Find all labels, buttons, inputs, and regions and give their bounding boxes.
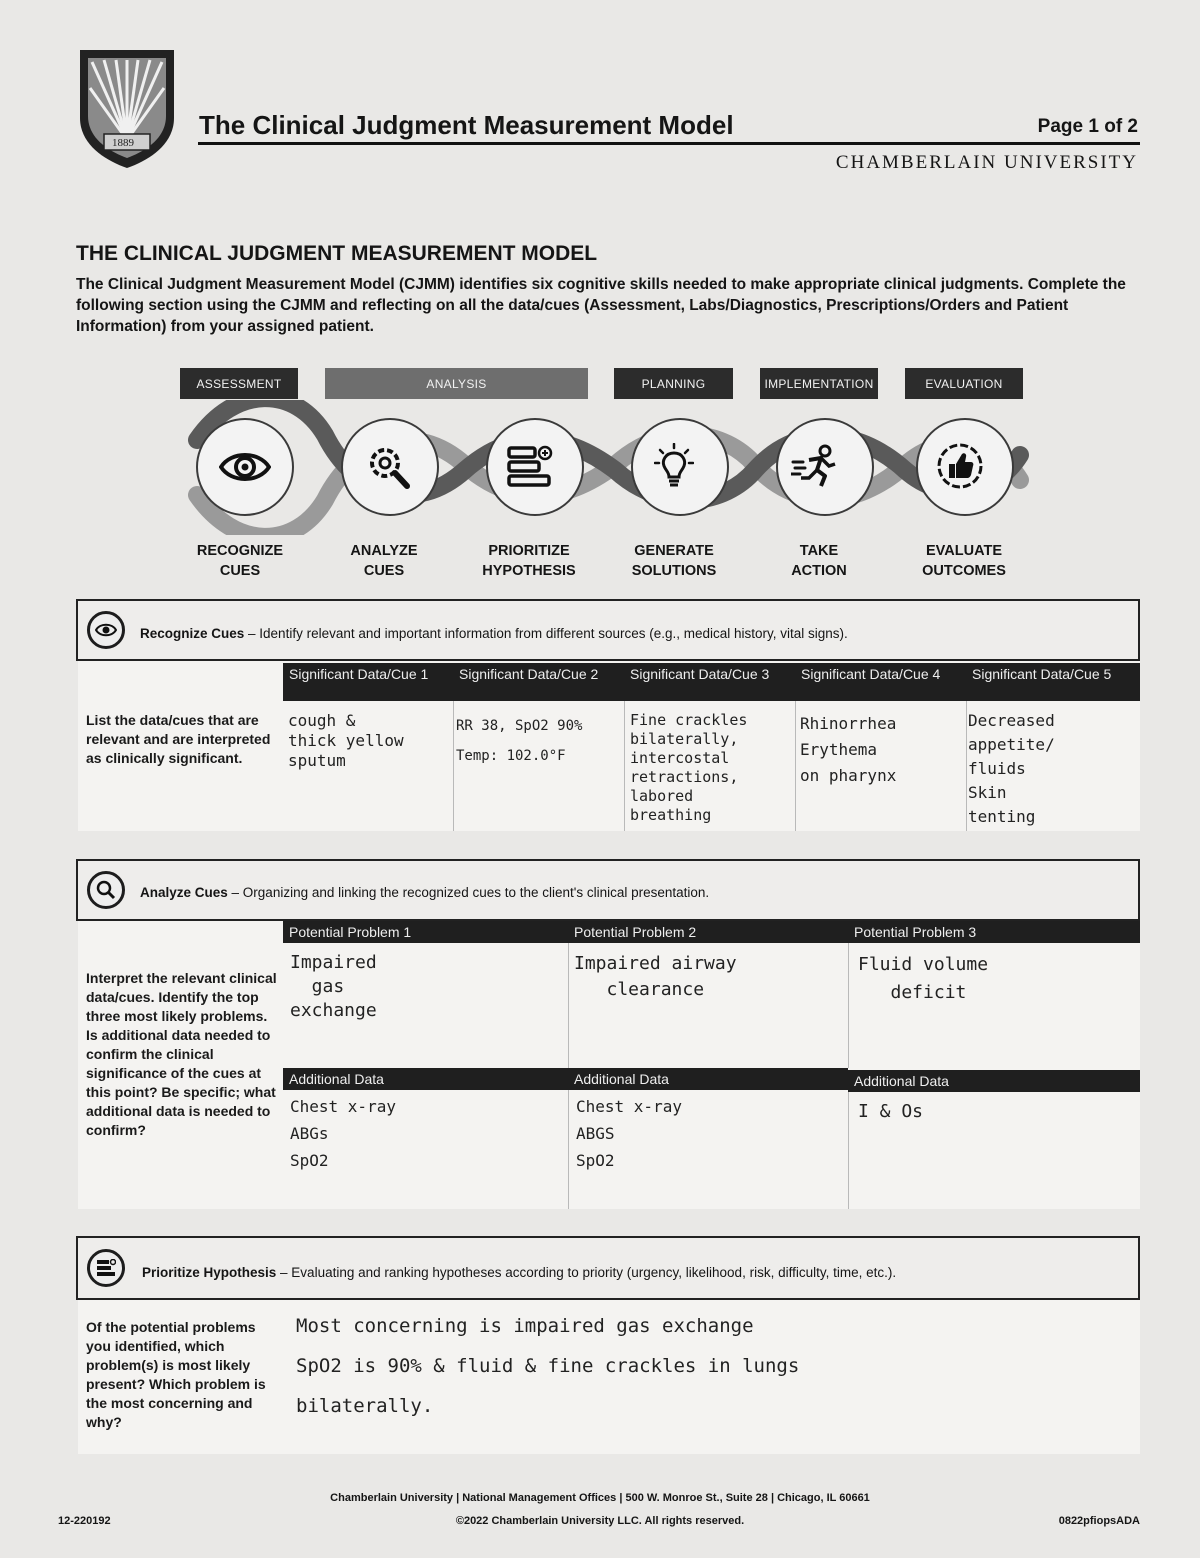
eye-icon xyxy=(87,611,125,649)
cue-answer-3[interactable]: Fine crackles bilaterally, intercostal retractions, labored breathing xyxy=(630,711,748,824)
step-prioritize-hypothesis: PRIORITIZE HYPOTHESIS xyxy=(482,543,576,579)
recognize-cues-table xyxy=(78,661,1140,831)
cue-answer-4[interactable]: Rhinorrhea Erythema on pharynx xyxy=(800,714,897,785)
cue-header-1: Significant Data/Cue 1 xyxy=(283,663,453,701)
lightbulb-icon xyxy=(654,443,694,494)
column-divider xyxy=(848,1092,849,1209)
phase-analysis: ANALYSIS xyxy=(325,368,588,399)
section-heading: THE CLINICAL JUDGMENT MEASUREMENT MODEL xyxy=(76,242,598,265)
intro-text: The Clinical Judgment Measurement Model (CJMM) identifies six cognitive skills needed to make appropriate clinical judgments. Complete the following section using the CJMM and reflecting on all the data/cues (Assessment, Labs/Diagnostics, Prescriptions/Orders and Patient Information) from your assigned patient. xyxy=(76,276,1126,335)
additional-data-answer-3[interactable]: I & Os xyxy=(858,1101,924,1122)
cue-answer-5[interactable]: Decreased appetite/ fluids Skin tenting xyxy=(968,711,1055,826)
page-number: Page 1 of 2 xyxy=(1037,116,1138,137)
prioritize-hypothesis-title: Prioritize Hypothesis – Evaluating and ranking hypotheses according to priority (urgency, likelihood, risk, difficulty, time, etc.). xyxy=(142,1265,897,1280)
running-person-icon xyxy=(791,444,841,493)
additional-data-header-1: Additional Data xyxy=(283,1068,568,1090)
logo-year: 1889 xyxy=(112,137,134,149)
footer-address: Chamberlain University | National Management Offices | 500 W. Monroe St., Suite 28 | Chicago, IL 60661 xyxy=(330,1492,870,1504)
analyze-cues-prompt: Interpret the relevant clinical data/cues. Identify the top three most likely problems. Is additional data needed to confirm the clinical significance of the cues at this point? Be specific; what additional data is needed to confirm? xyxy=(86,970,277,1138)
prioritize-hypothesis-table xyxy=(78,1300,1140,1454)
additional-data-answer-2[interactable]: Chest x-ray ABGS SpO2 xyxy=(576,1097,682,1170)
additional-data-header-3: Additional Data xyxy=(848,1070,1140,1092)
step-recognize-cues: RECOGNIZE CUES xyxy=(196,543,284,579)
problem-answer-2[interactable]: Impaired airway clearance xyxy=(574,953,737,1000)
cue-header-5: Significant Data/Cue 5 xyxy=(966,663,1140,701)
phase-evaluation: EVALUATION xyxy=(905,368,1023,399)
problem-answer-1[interactable]: Impaired gas exchange xyxy=(290,952,377,1021)
problem-header-3: Potential Problem 3 xyxy=(848,921,1140,943)
step-generate-solutions: GENERATE SOLUTIONS xyxy=(631,543,717,579)
analyze-cues-title: Analyze Cues – Organizing and linking the recognized cues to the client's clinical presentation. xyxy=(140,885,710,900)
cue-header-2: Significant Data/Cue 2 xyxy=(453,663,624,701)
column-divider xyxy=(453,701,454,831)
problem-answer-3[interactable]: Fluid volume deficit xyxy=(858,954,989,1003)
document-title: The Clinical Judgment Measurement Model xyxy=(199,110,734,140)
list-priority-icon xyxy=(87,1249,125,1287)
analyze-cues-table xyxy=(78,921,1140,1209)
step-analyze-cues: ANALYZE CUES xyxy=(350,543,418,579)
cue-answer-1[interactable]: cough & thick yellow sputum xyxy=(288,711,404,770)
problem-header-2: Potential Problem 2 xyxy=(568,921,848,943)
university-name: CHAMBERLAIN UNIVERSITY xyxy=(835,152,1138,173)
cue-header-4: Significant Data/Cue 4 xyxy=(795,663,966,701)
column-divider xyxy=(795,701,796,831)
column-divider xyxy=(966,701,967,831)
additional-data-header-2: Additional Data xyxy=(568,1068,848,1090)
footer-revision-code: 0822pfiopsADA xyxy=(1058,1515,1140,1527)
prioritize-hypothesis-answer[interactable]: Most concerning is impaired gas exchange SpO2 is 90% & fluid & fine crackles in lungs bilaterally. xyxy=(296,1315,800,1417)
prioritize-hypothesis-title-box xyxy=(76,1236,1140,1300)
column-divider xyxy=(568,943,569,1068)
university-shield-logo xyxy=(76,48,178,170)
footer-copyright: ©2022 Chamberlain University LLC. All rights reserved. xyxy=(455,1515,745,1527)
step-evaluate-outcomes: EVALUATE OUTCOMES xyxy=(922,543,1006,579)
phase-assessment: ASSESSMENT xyxy=(180,368,298,399)
phase-planning: PLANNING xyxy=(614,368,733,399)
recognize-cues-title: Recognize Cues – Identify relevant and important information from different sources (e.g., medical history, vital signs). xyxy=(140,626,848,641)
eye-icon xyxy=(219,447,271,492)
phase-implementation: IMPLEMENTATION xyxy=(760,368,878,399)
list-priority-icon xyxy=(507,444,553,493)
column-divider xyxy=(568,1090,569,1209)
analyze-cues-title-box xyxy=(76,859,1140,921)
header-rule xyxy=(198,142,1140,145)
additional-data-answer-1[interactable]: Chest x-ray ABGs SpO2 xyxy=(290,1097,396,1170)
problem-header-1: Potential Problem 1 xyxy=(283,921,568,943)
footer-form-code: 12-220192 xyxy=(58,1515,111,1527)
magnifier-gear-icon xyxy=(87,871,125,909)
cue-header-3: Significant Data/Cue 3 xyxy=(624,663,795,701)
cue-answer-2[interactable]: RR 38, SpO2 90% Temp: 102.0°F xyxy=(456,718,583,764)
step-take-action: TAKE ACTION xyxy=(791,543,847,579)
column-divider xyxy=(848,943,849,1068)
recognize-cues-title-box xyxy=(76,599,1140,661)
column-divider xyxy=(624,701,625,831)
prioritize-hypothesis-prompt: Of the potential problems you identified, which problem(s) is most likely present? Which problem is the most concerning and why? xyxy=(86,1319,266,1430)
thumbs-up-icon xyxy=(935,442,985,495)
recognize-cues-prompt: List the data/cues that are relevant and are interpreted as clinically significant. xyxy=(86,712,271,766)
clinical-judgment-cycle-graphic xyxy=(175,400,1035,535)
magnifier-gear-icon xyxy=(366,444,410,495)
